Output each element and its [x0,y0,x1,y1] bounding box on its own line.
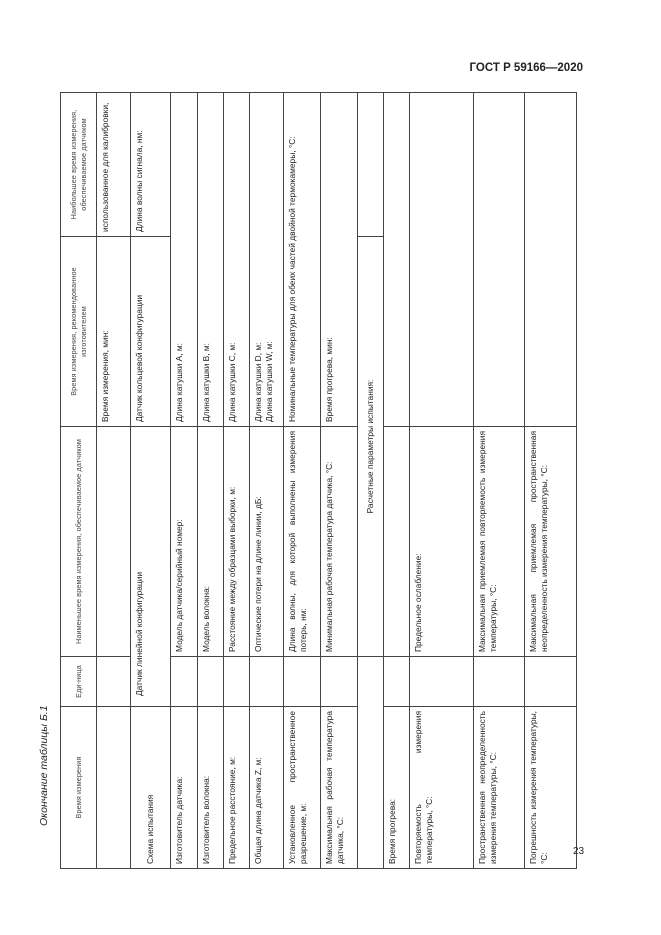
rotated-table-container [60,93,552,869]
cell-value: Максимальная приемлемая повторяемость измерения температуры, °C: [474,427,525,657]
cell-value: Время прогрева, мин: [321,93,358,427]
cell-label: Изготовитель датчика: [171,707,198,869]
cell-value: Предельное ослабление: [410,427,474,657]
cell-empty [97,707,131,869]
cell-empty [474,93,525,427]
cell-measurement-time: Время измерения, мин: [97,237,131,427]
section-row [358,93,384,869]
coil-w-length: Длина катушки W, м: [263,341,274,422]
cell-label: Повторяемость измерения температуры, °C: [410,707,474,869]
cell-label: Схема испытания [131,707,171,869]
cell-value [250,93,284,427]
table-caption: Окончание таблицы Б.1 [38,705,50,826]
header-min-time: Наименьшее время измерения, обеспечиваемое датчиком [61,427,97,657]
cell-value: Длина катушки A, м: [171,93,198,427]
header-unit: Еди-ница [61,657,97,707]
cell-linear-config: Датчик линейной конфигурации [131,427,171,707]
table-row [321,93,358,869]
table-row [97,93,131,869]
cell-empty [410,657,474,707]
section-title-calculated: Расчетные параметры испытания: [358,237,384,657]
cell-value: Максимальная приемлемая пространственная неопределенность измерения температуры, °C: [525,427,577,657]
cell-empty [384,93,410,427]
cell-value: Оптические потери на длине линии, дБ: [250,427,284,657]
cell-value: Расстояние между образцами выборки, м: [224,427,250,657]
table-row [474,93,525,869]
header-recommended-time: Время измерения, рекомендованное изготовителем [61,237,97,427]
results-table [60,92,577,869]
cell-value: Модель волокна: [198,427,224,657]
cell-signal-wavelength: Длина волны сигнала, нм: [131,93,171,237]
cell-value: Номинальные температуры для обеих частей двойной термокамеры, °C: [284,93,321,427]
cell-value: Модель датчика/серийный номер: [171,427,198,657]
table-row [198,93,224,869]
cell-label: Время прогрева: [384,707,410,869]
cell-empty [97,657,131,707]
cell-empty [224,657,250,707]
cell-empty [198,657,224,707]
cell-label: Максимальная рабочая температура датчика, °C: [321,707,358,869]
page-number: 23 [573,846,585,857]
table-row [284,93,321,869]
cell-empty [384,427,410,657]
cell-ring-config: Датчик кольцевой конфигурации [131,237,171,427]
cell-empty [250,657,284,707]
cell-used-for-calibration: использованное для калибровки, [97,93,131,237]
cell-empty [171,657,198,707]
cell-value: Длина волны, для которой выполнены измерения потерь, нм: [284,427,321,657]
cell-value: Минимальная рабочая температура датчика, °C: [321,427,358,657]
cell-empty [97,427,131,657]
cell-value: Длина катушки C, м: [224,93,250,427]
cell-empty [474,657,525,707]
cell-empty [284,657,321,707]
table-row [224,93,250,869]
table-row [171,93,198,869]
table-row [384,93,410,869]
table-row [410,93,474,869]
cell-empty [384,657,410,707]
cell-empty [410,93,474,427]
document-code: ГОСТ Р 59166—2020 [469,62,583,74]
table-row [525,93,577,869]
header-max-time: Наибольшее время измерения, обеспечиваемое датчиком [61,93,97,237]
table-row [250,93,284,869]
cell-label: Пространственная неопределенность измерения температуры, °C: [474,707,525,869]
cell-label: Изготовитель волокна: [198,707,224,869]
cell-label: Предельное расстояние, м: [224,707,250,869]
table-row [131,93,171,869]
cell-empty [525,657,577,707]
cell-empty [321,657,358,707]
cell-empty [358,657,384,869]
coil-d-length: Длина катушки D, м: [253,342,263,422]
cell-label: Установленное пространственное разрешение, м: [284,707,321,869]
header-measurement-time: Время измерения [61,707,97,869]
cell-label: Погрешность измерения температуры, °C: [525,707,577,869]
cell-empty [525,93,577,427]
cell-value: Длина катушки B, м: [198,93,224,427]
cell-empty [358,93,384,237]
cell-label: Общая длина датчика Z, м: [250,707,284,869]
table-header-row [61,93,97,869]
